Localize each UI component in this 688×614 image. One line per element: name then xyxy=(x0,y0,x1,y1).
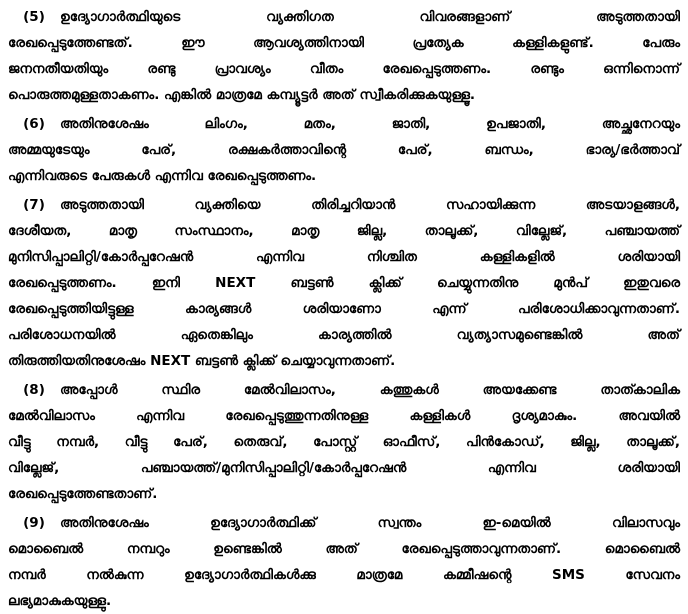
paragraph-6 xyxy=(8,111,680,189)
line-text: അതിനുശേഷം ലിംഗം, മതം, ജാതി, ഉപജാതി, അച്ഛനേറയും xyxy=(60,116,680,132)
paragraph-line: നമ്പർ നൽകുന്ന ഉദ്യോഗാർത്ഥികൾക്കു മാത്രമേ കമ്മീഷന്റെ SMS സേവനം xyxy=(8,567,680,583)
paragraph-number: (5) xyxy=(23,9,45,25)
paragraph-line: മേൽവിലാസം എന്നിവ രേഖപ്പെടുത്തുന്നതിനുള്ള കള്ളികൾ ദൃശ്യമാകും. അവയിൽ xyxy=(8,408,680,424)
paragraph-line: ലഭ്യമാകുകയുള്ളു. xyxy=(8,593,112,609)
paragraph-line: പരിശോധനയിൽ ഏതെങ്കിലും കാര്യത്തിൽ വ്യത്യാസമുണ്ടെങ്കിൽ അത് xyxy=(8,327,680,343)
line-text: അപ്പോൾ സ്ഥിര മേൽവിലാസം, കത്തുകൾ അയക്കേണ്ട താത്കാലിക xyxy=(60,382,680,398)
paragraph-line: വീട്ടു നമ്പർ, വീട്ടു പേര്, തെരുവ്, പോസ്റ്റ് ഓഫീസ്, പിൻകോഡ്, ജില്ല, താലൂക്ക്, xyxy=(8,434,680,450)
paragraph-line: ജനനതീയതിയും രണ്ടു പ്രാവശ്യം വീതം രേഖപ്പെടുത്തണം. രണ്ടും ഒന്നിനൊന്ന് xyxy=(8,61,680,77)
paragraph-line: രേഖപ്പെടുത്തേണ്ടത്. ഈ ആവശ്യത്തിനായി പ്രത്യേക കള്ളികളുണ്ട്. പേരും xyxy=(8,35,680,51)
paragraph-line: അമ്മയുടേയും പേര്, രക്ഷകർത്താവിന്റെ പേര്, ബന്ധം, ഭാര്യ/ഭർത്താവ് xyxy=(8,142,680,158)
paragraph-line: രേഖപ്പെടുത്തേണ്ടതാണ്. xyxy=(8,486,158,502)
paragraph-line: ദേശീയത, മാതൃ സംസ്ഥാനം, മാതൃ ജില്ല, താലൂക്ക്, വില്ലേജ്, പഞ്ചായത്ത് xyxy=(8,223,680,239)
paragraph-line: മുനിസിപ്പാലിറ്റി/കോർപ്പറേഷൻ എന്നിവ നിശ്ചിത കള്ളികളിൽ ശരിയായി xyxy=(8,249,680,265)
paragraph-9 xyxy=(8,510,680,614)
paragraph-line: പൊരുത്തമുള്ളതാകണം. എങ്കിൽ മാത്രമേ കമ്പ്യൂട്ടർ അത് സ്വീകരിക്കുകയുള്ളൂ. xyxy=(8,87,476,103)
paragraph-line: വില്ലേജ്, പഞ്ചായത്ത്/മുനിസിപ്പാലിറ്റി/കോർപ്പറേഷൻ എന്നിവ ശരിയായി xyxy=(8,460,680,476)
paragraph-line xyxy=(8,111,680,137)
paragraph-8 xyxy=(8,377,680,507)
paragraph-number: (8) xyxy=(23,382,45,398)
line-text: അതിനുശേഷം ഉദ്യോഗാർത്ഥിക്ക് സ്വന്തം ഇ-മെയിൽ വിലാസവും xyxy=(60,515,680,531)
paragraph-line xyxy=(8,4,680,30)
document-page xyxy=(8,4,680,609)
paragraph-line: എന്നിവരുടെ പേരുകൾ എന്നിവ രേഖപ്പെടുത്തണം. xyxy=(8,168,317,184)
line-text: ഉദ്യോഗാർത്ഥിയുടെ വ്യക്തിഗത വിവരങ്ങളാണ് അടുത്തതായി xyxy=(60,9,680,25)
paragraph-line xyxy=(8,510,680,536)
paragraph-number: (9) xyxy=(23,515,45,531)
paragraph-line: തിരുത്തിയതിനുശേഷം NEXT ബട്ടൺ ക്ലിക്ക് ചെയ്യാവുന്നതാണ്. xyxy=(8,353,396,369)
paragraph-line: രേഖപ്പെടുത്തിയിട്ടുള്ള കാര്യങ്ങൾ ശരിയാണോ എന്ന് പരിശോധിക്കാവുന്നതാണ്. xyxy=(8,301,680,317)
paragraph-line xyxy=(8,377,680,403)
paragraph-line: രേഖപ്പെടുത്തണം. ഇനി NEXT ബട്ടൺ ക്ലിക്ക് ചെയ്യുന്നതിനു മുൻപ് ഇതുവരെ xyxy=(8,275,680,291)
paragraph-7 xyxy=(8,192,680,374)
paragraph-5 xyxy=(8,4,680,108)
paragraph-number: (7) xyxy=(23,197,45,213)
paragraph-line xyxy=(8,192,680,218)
paragraph-line: മൊബൈൽ നമ്പറും ഉണ്ടെങ്കിൽ അത് രേഖപ്പെടുത്താവുന്നതാണ്. മൊബൈൽ xyxy=(8,541,680,557)
line-text: അടുത്തതായി വ്യക്തിയെ തിരിച്ചറിയാൻ സഹായിക്കുന്ന അടയാളങ്ങൾ, xyxy=(60,197,680,213)
paragraph-number: (6) xyxy=(23,116,45,132)
